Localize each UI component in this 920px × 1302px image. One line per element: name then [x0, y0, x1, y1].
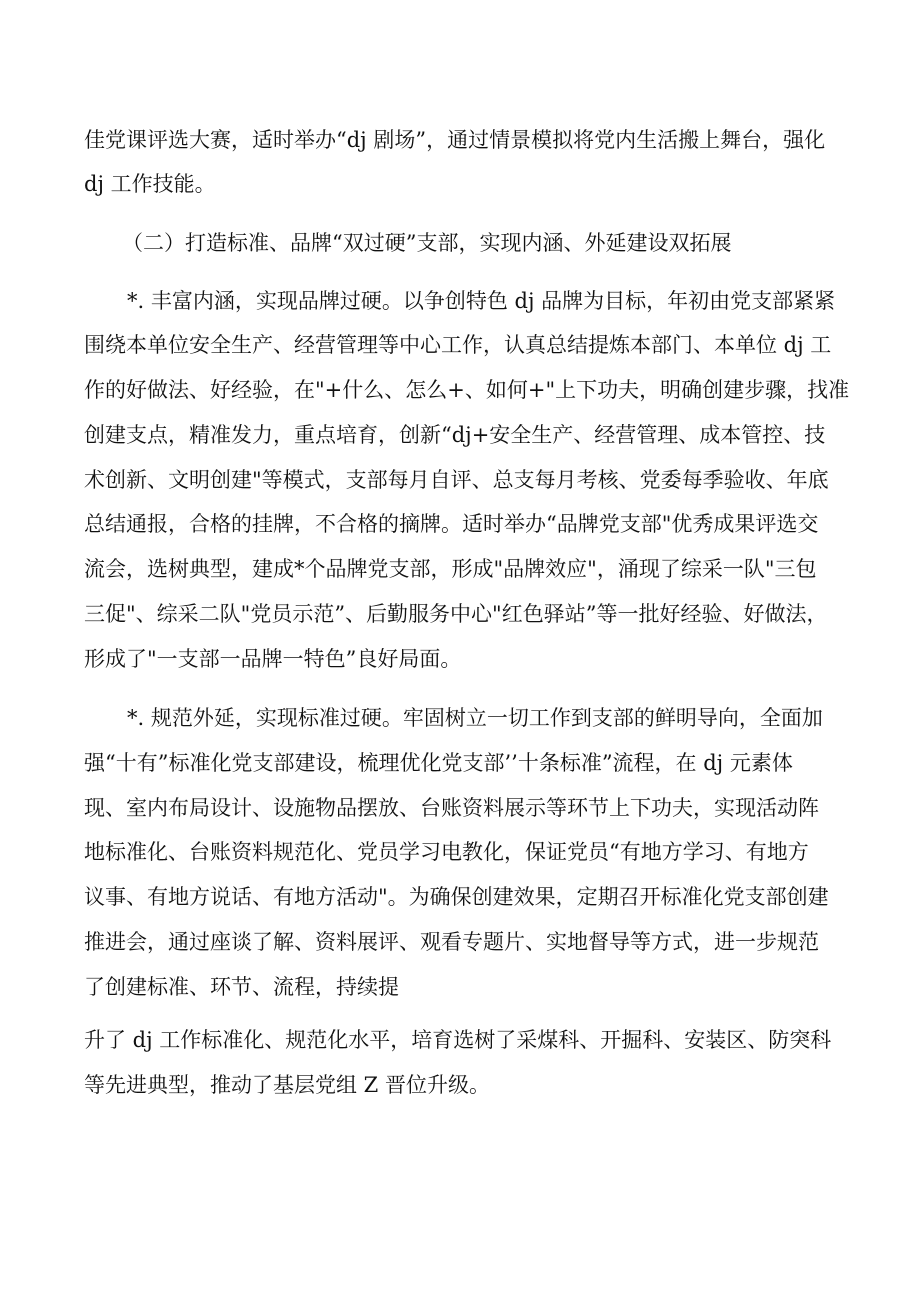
text-line-1: 佳党课评选大赛，适时举办“dj 剧场”，通过情景模拟将党内生活搬上舞台，强化 [84, 128, 826, 152]
paragraph-1-line-3: 作的好做法、好经验，在"+什么、怎么+、如何+"上下功夫，明确创建步骤，找准 [84, 378, 850, 402]
paragraph-1-line-9: 形成了"一支部一品牌一特色”良好局面。 [84, 647, 462, 671]
paragraph-2-line-5: 议事、有地方说话、有地方活动"。为确保创建效果，定期召开标准化党支部创建 [84, 885, 829, 909]
paragraph-1-line-4: 创建支点，精准发力，重点培育，创新“dj+安全生产、经营管理、成本管控、技 [84, 423, 826, 447]
paragraph-2-line-4: 地标准化、台账资料规范化、党员学习电教化，保证党员“有地方学习、有地方 [84, 840, 809, 864]
paragraph-2-line-8: 升了 dj 工作标准化、规范化水平，培育选树了采煤科、开掘科、安装区、防突科 [84, 1028, 832, 1052]
paragraph-2-line-1: *. 规范外延，实现标准过硬。牢固树立一切工作到支部的鲜明导向，全面加 [127, 706, 823, 730]
paragraph-2-line-2: 强“十有”标准化党支部建设，梳理优化党支部’’十条标准”流程，在 dj 元素体 [84, 751, 793, 775]
paragraph-2-line-7: 了创建标准、环节、流程，持续提 [84, 975, 399, 999]
section-heading: （二）打造标准、品牌“双过硬”支部，实现内涵、外延建设双拓展 [122, 231, 732, 255]
paragraph-2-line-6: 推进会，通过座谈了解、资料展评、观看专题片、实地督导等方式，进一步规范 [84, 930, 819, 954]
paragraph-1-line-5: 术创新、文明创建"等模式，支部每月自评、总支每月考核、党委每季验收、年底 [84, 468, 829, 492]
paragraph-1-line-7: 流会，选树典型，建成*个品牌党支部，形成"品牌效应"，涌现了综采一队"三包 [84, 557, 817, 581]
paragraph-1-line-8: 三促"、综采二队"党员示范”、后勤服务中心"红色驿站”等一批好经验、好做法， [84, 602, 828, 626]
paragraph-1-line-2: 围绕本单位安全生产、经营管理等中心工作，认真总结提炼本部门、本单位 dj 工 [84, 333, 832, 357]
text-line-2: dj 工作技能。 [84, 172, 216, 196]
paragraph-1-line-6: 总结通报，合格的挂牌，不合格的摘牌。适时举办“品牌党支部"优秀成果评选交 [84, 512, 819, 536]
paragraph-2-line-3: 现、室内布局设计、设施物品摆放、台账资料展示等环节上下功夫，实现活动阵 [84, 796, 819, 820]
text-line-last: 等先进典型，推动了基层党组 Z 晋位升级。 [84, 1073, 490, 1097]
paragraph-1-line-1: *. 丰富内涵，实现品牌过硬。以争创特色 dj 品牌为目标，年初由党支部紧紧 [127, 289, 836, 313]
